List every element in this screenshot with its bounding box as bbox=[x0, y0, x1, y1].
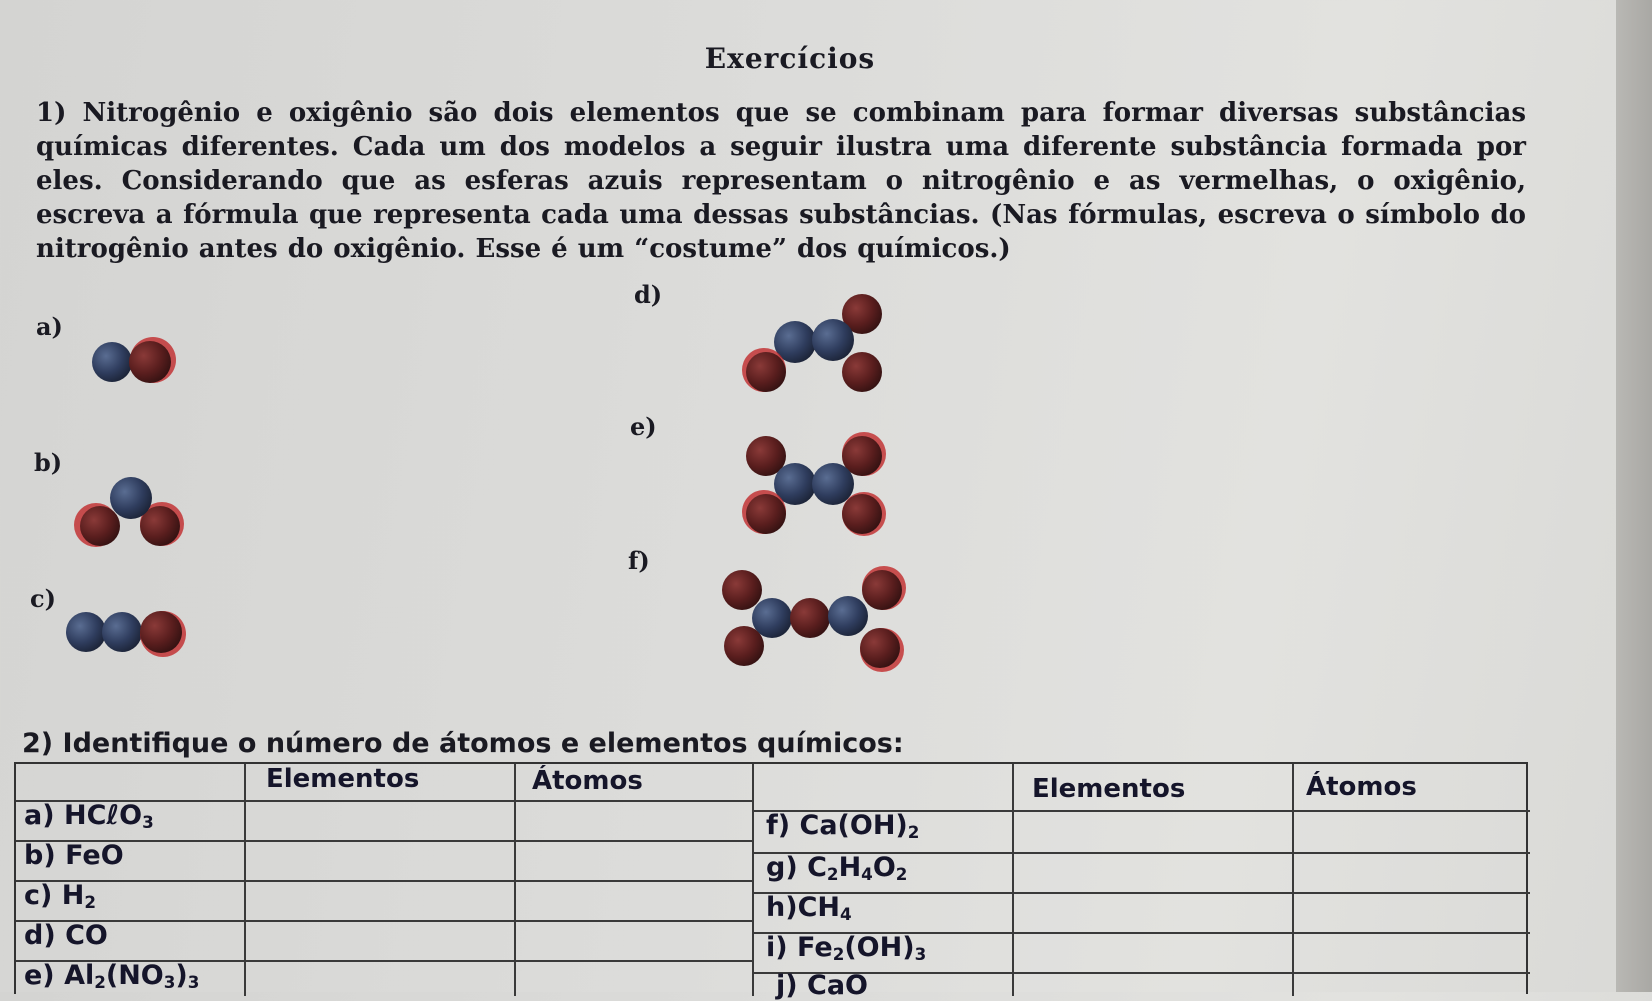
formula-subscript: 4 bbox=[861, 864, 873, 885]
model-label-c: c) bbox=[30, 584, 56, 613]
header-elements-left: Elementos bbox=[266, 764, 420, 794]
row-prefix: j) bbox=[776, 970, 798, 1001]
table-divider bbox=[16, 840, 754, 842]
oxygen-atom bbox=[746, 494, 786, 534]
formula-subscript: 2 bbox=[826, 864, 839, 885]
row-prefix: a) bbox=[24, 800, 55, 831]
row-prefix: b) bbox=[24, 840, 56, 871]
row-prefix: h) bbox=[766, 892, 798, 923]
oxygen-atom bbox=[842, 352, 882, 392]
oxygen-atom bbox=[860, 628, 900, 668]
nitrogen-atom bbox=[812, 463, 854, 505]
molecule-e bbox=[742, 432, 886, 536]
formula-subscript: 2 bbox=[895, 864, 908, 885]
row-prefix: f) bbox=[766, 810, 791, 841]
row-label-c bbox=[24, 880, 96, 912]
formula-subscript: 4 bbox=[839, 904, 852, 925]
table-divider bbox=[16, 880, 754, 882]
formula-subscript: 2 bbox=[907, 822, 920, 843]
table-divider bbox=[1012, 764, 1014, 996]
model-label-e: e) bbox=[630, 412, 657, 441]
row-label-i bbox=[766, 932, 926, 964]
formula-text: C bbox=[807, 852, 827, 883]
oxygen-atom bbox=[722, 570, 762, 610]
formula-text: Al bbox=[64, 960, 95, 991]
row-label-h bbox=[766, 892, 852, 924]
model-label-d: d) bbox=[634, 280, 663, 309]
header-elements-right: Elementos bbox=[1032, 774, 1186, 804]
nitrogen-atom bbox=[828, 596, 868, 636]
formula-subscript: 3 bbox=[142, 812, 154, 833]
formula-text: H bbox=[838, 852, 862, 883]
model-label-b: b) bbox=[34, 448, 63, 477]
oxygen-atom bbox=[129, 341, 171, 383]
formula-text: Fe bbox=[797, 932, 833, 963]
formula-subscript: 2 bbox=[832, 944, 845, 965]
oxygen-atom bbox=[790, 598, 830, 638]
row-label-g bbox=[766, 852, 907, 884]
nitrogen-atom bbox=[110, 477, 152, 519]
formula-text: (OH) bbox=[844, 932, 915, 963]
table-divider bbox=[16, 920, 754, 922]
atoms-elements-table bbox=[14, 762, 1528, 1001]
table-divider bbox=[1292, 764, 1294, 996]
row-label-d bbox=[24, 920, 108, 951]
formula-subscript: 2 bbox=[94, 972, 106, 993]
formula-subscript: 3 bbox=[187, 972, 200, 993]
formula-text: Ca(OH) bbox=[799, 810, 908, 841]
row-prefix: g) bbox=[766, 852, 798, 883]
row-label-f bbox=[766, 810, 919, 842]
row-label-e bbox=[24, 960, 199, 992]
oxygen-atom bbox=[140, 611, 182, 653]
formula-text: (NO bbox=[105, 960, 164, 991]
formula-subscript: 2 bbox=[84, 892, 97, 913]
formula-text: HCℓO bbox=[63, 800, 143, 831]
molecule-f bbox=[722, 566, 906, 672]
formula-text: FeO bbox=[65, 840, 124, 871]
row-prefix: d) bbox=[24, 920, 56, 951]
oxygen-atom bbox=[842, 494, 882, 534]
formula-text: O bbox=[872, 852, 896, 883]
table-divider bbox=[752, 892, 1530, 894]
molecule-c bbox=[66, 611, 186, 657]
table-divider bbox=[752, 972, 1530, 974]
nitrogen-atom bbox=[812, 319, 854, 361]
model-label-f: f) bbox=[628, 546, 650, 575]
formula-text: CaO bbox=[807, 970, 869, 1001]
row-prefix: i) bbox=[766, 932, 788, 963]
nitrogen-atom bbox=[92, 342, 132, 382]
row-label-b bbox=[24, 840, 124, 871]
formula-text: ) bbox=[175, 960, 188, 991]
page-title: Exercícios bbox=[704, 42, 876, 75]
formula-subscript: 3 bbox=[914, 944, 927, 965]
formula-text: CH bbox=[797, 892, 840, 923]
oxygen-atom bbox=[862, 570, 902, 610]
molecule-d bbox=[742, 294, 882, 392]
oxygen-atom bbox=[746, 352, 786, 392]
row-prefix: e) bbox=[24, 960, 55, 991]
molecule-b bbox=[74, 477, 184, 547]
nitrogen-atom bbox=[102, 612, 142, 652]
row-label-j bbox=[776, 970, 868, 1001]
molecule-a bbox=[92, 337, 176, 383]
formula-text: CO bbox=[65, 920, 108, 951]
row-label-a bbox=[24, 800, 154, 832]
header-atoms-left: Átomos bbox=[532, 766, 643, 796]
nitrogen-atom bbox=[66, 612, 106, 652]
header-atoms-right: Átomos bbox=[1306, 772, 1417, 802]
formula-subscript: 3 bbox=[163, 972, 176, 993]
question-1-text: 1) Nitrogênio e oxigênio são dois elementos que se combinam para formar diversas substâncias químicas diferentes. Cada um dos modelos a seguir ilustra uma diferente substância formada por eles. Considerando que as esferas azuis representam o nitrogênio e as vermelhas, o oxigênio, escreva a fórmula que representa cada uma dessas substâncias. (Nas fórmulas, escreva o símbolo do nitrogênio antes do oxigênio. Esse é um “costume” dos químicos.) bbox=[36, 98, 1526, 264]
formula-text: H bbox=[61, 880, 85, 911]
oxygen-atom bbox=[80, 506, 120, 546]
question-2-text: 2) Identifique o número de átomos e elementos químicos: bbox=[22, 728, 904, 759]
model-label-a: a) bbox=[36, 312, 63, 341]
oxygen-atom bbox=[724, 626, 764, 666]
row-prefix: c) bbox=[24, 880, 53, 911]
